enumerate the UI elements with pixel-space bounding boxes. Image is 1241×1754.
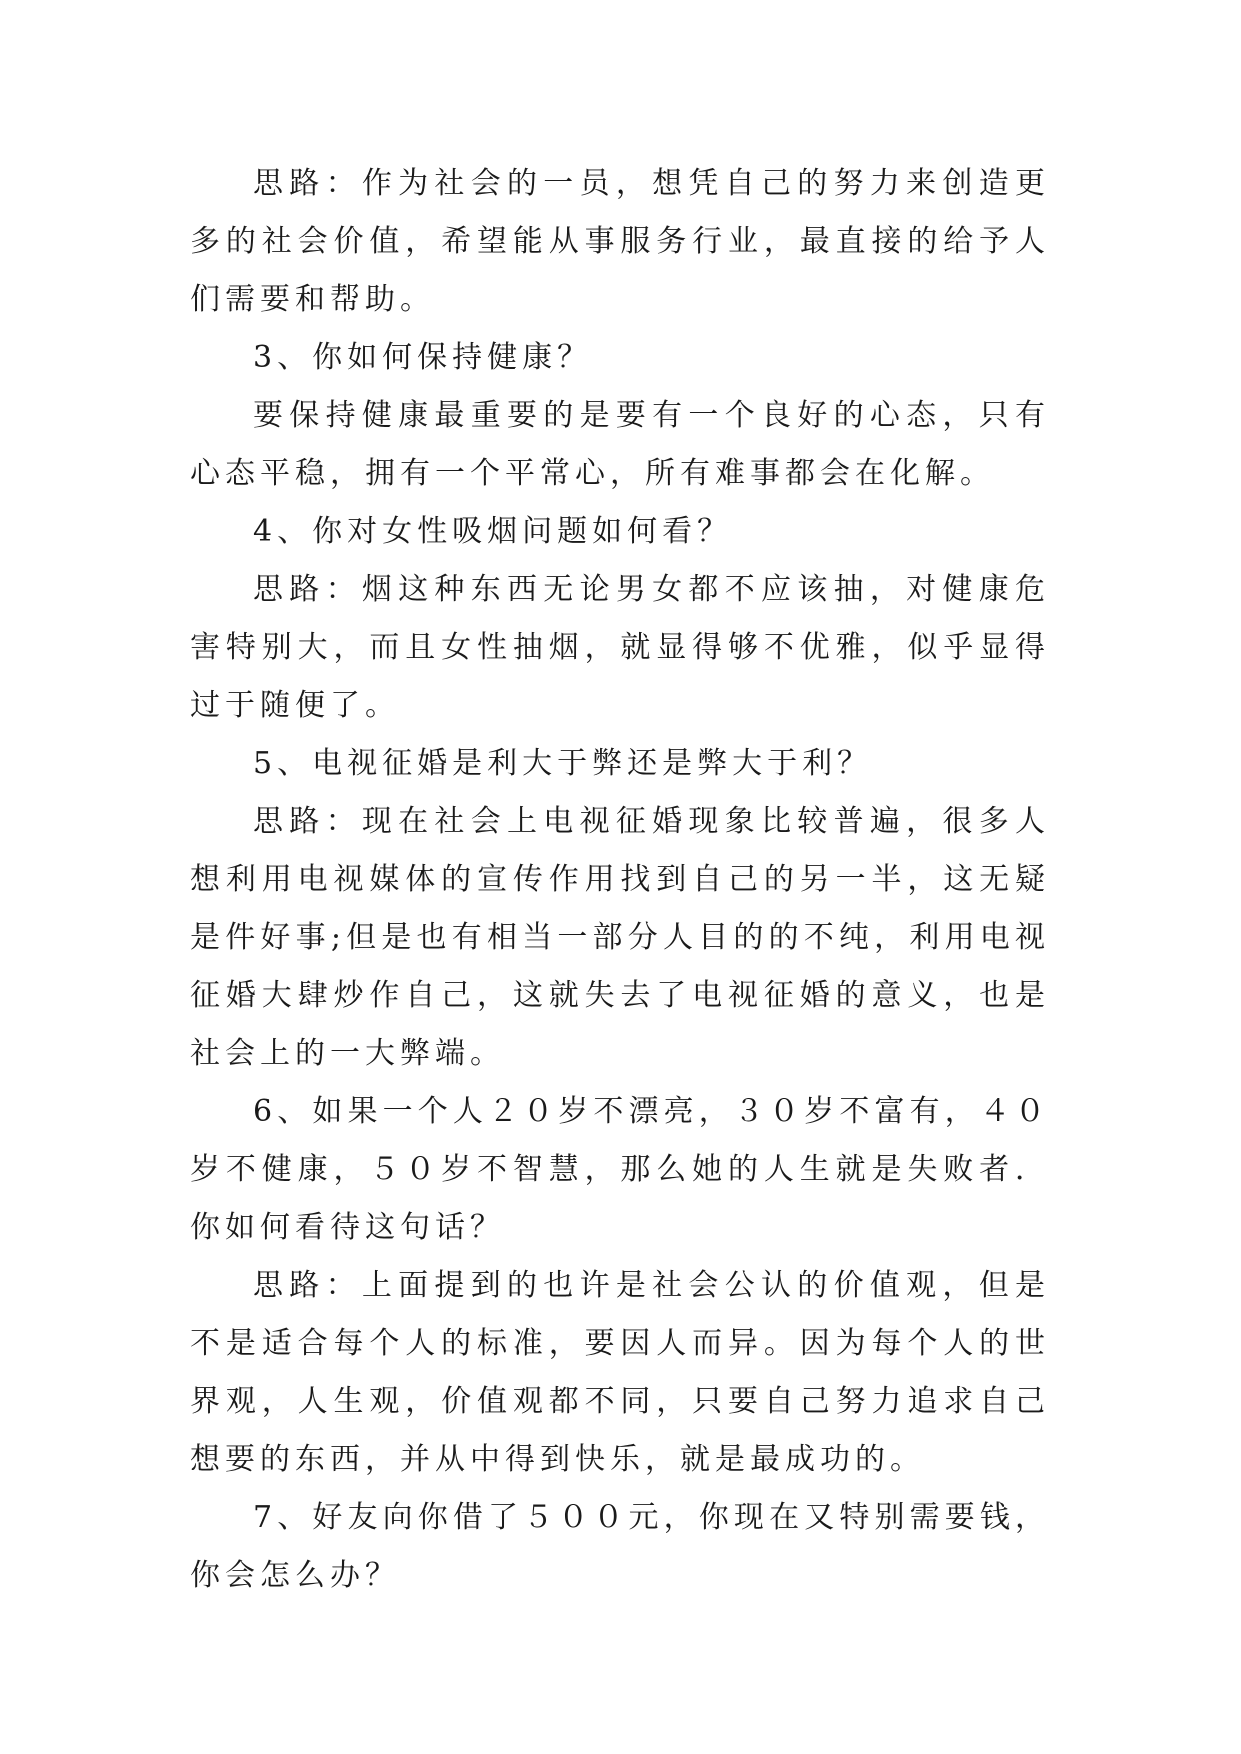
paragraph-answer-2: 思路：作为社会的一员，想凭自己的努力来创造更多的社会价值，希望能从事服务行业，最直接的给予人们需要和帮助。	[190, 166, 1050, 317]
question-3: 3、你如何保持健康？	[253, 340, 593, 375]
question-6: 6、如果一个人２０岁不漂亮，３０岁不富有，４０岁不健康，５０岁不智慧，那么她的人生就是失败者．你如何看待这句话？	[190, 1094, 1050, 1245]
paragraph-answer-3: 要保持健康最重要的是要有一个良好的心态，只有心态平稳，拥有一个平常心，所有难事都会在化解。	[190, 398, 1050, 491]
question-4: 4、你对女性吸烟问题如何看？	[253, 514, 733, 549]
question-7: 7、好友向你借了５００元，你现在又特别需要钱，你会怎么办？	[190, 1500, 1050, 1593]
paragraph-answer-4: 思路：烟这种东西无论男女都不应该抽，对健康危害特别大，而且女性抽烟，就显得够不优雅，似乎显得过于随便了。	[190, 572, 1050, 723]
question-5: 5、电视征婚是利大于弊还是弊大于利？	[253, 746, 873, 781]
paragraph-answer-6: 思路：上面提到的也许是社会公认的价值观，但是不是适合每个人的标准，要因人而异。因为每个人的世界观，人生观，价值观都不同，只要自己努力追求自己想要的东西，并从中得到快乐，就是最成功的。	[190, 1268, 1050, 1477]
paragraph-answer-5: 思路：现在社会上电视征婚现象比较普遍，很多人想利用电视媒体的宣传作用找到自己的另一半，这无疑是件好事;但是也有相当一部分人目的的不纯，利用电视征婚大肆炒作自己，这就失去了电视征婚的意义，也是社会上的一大弊端。	[190, 804, 1050, 1071]
document-body	[190, 155, 1050, 1605]
